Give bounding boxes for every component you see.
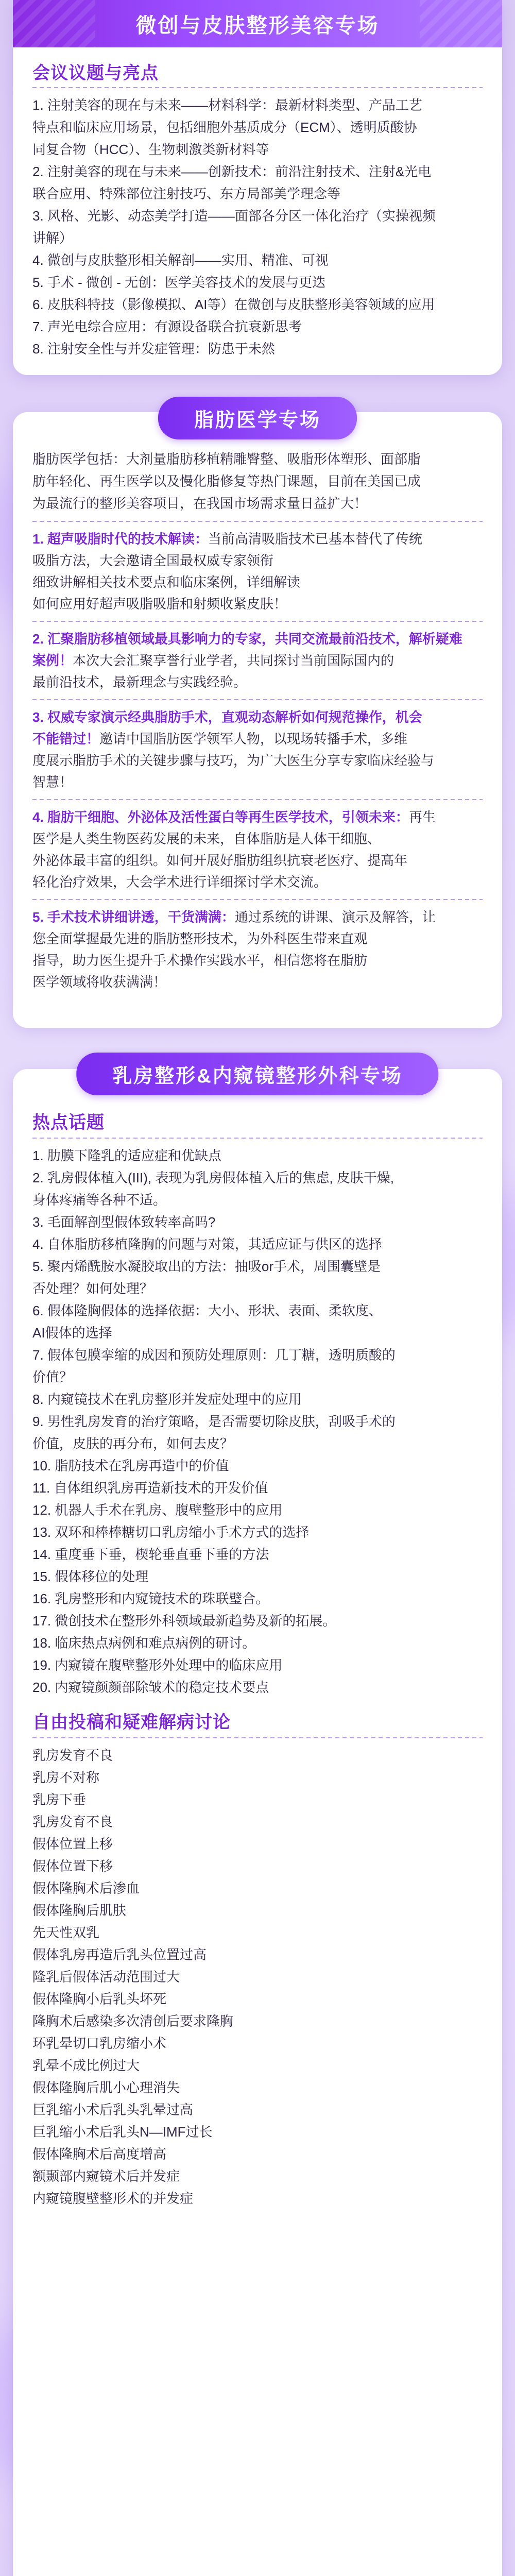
list-item: 乳晕不成比例过大 — [32, 2058, 140, 2073]
list-item: 2. 注射美容的现在与未来——创新技术：前沿注射技术、注射&光电 — [32, 164, 432, 179]
list-item: AI假体的选择 — [32, 1325, 112, 1341]
list-item: 11. 自体组织乳房再造新技术的开发价值 — [32, 1480, 268, 1496]
list-item: 隆乳后假体活动范围过大 — [32, 1969, 180, 1985]
list-item: 隆胸术后感染多次清创后要求隆胸 — [32, 2013, 234, 2029]
list-item: 假体位置下移 — [32, 1858, 113, 1874]
list-item: 7. 假体包膜挛缩的成因和预防处理原则：几丁糖，透明质酸的 — [32, 1347, 396, 1363]
hot-topics-list — [32, 1145, 483, 1699]
list-item: 先天性双乳 — [32, 1925, 100, 1940]
topic-block: 5. 手术技术讲细讲透，干货满满：通过系统的讲课、演示及解答，让 您全面掌握最先进的脂肪整形技术，为外科医生带来直观 指导，助力医生提升手术操作实践水平，相信您将在脂肪 医学领域将收获满满！ — [32, 909, 436, 990]
list-item: 13. 双环和棒棒糖切口乳房缩小手术方式的选择 — [32, 1524, 310, 1540]
list-item: 8. 内窥镜技术在乳房整形并发症处理中的应用 — [32, 1392, 302, 1407]
list-item: 17. 微创技术在整形外科领域最新趋势及新的拓展。 — [32, 1613, 336, 1629]
list-item: 假体隆胸小后乳头坏死 — [32, 1991, 167, 2007]
list-item: 4. 微创与皮肤整形相关解剖——实用、精准、可视 — [32, 252, 329, 268]
list-item: 否处理？如何处理？ — [32, 1281, 153, 1296]
list-item: 巨乳缩小术后乳头N—IMF过长 — [32, 2124, 213, 2140]
topic-block: 1. 超声吸脂时代的技术解读：当前高清吸脂技术已基本替代了传统 吸脂方法，大会邀请全国最权威专家领衔 细致讲解相关技术要点和临床案例，详细解读 如何应用好超声吸脂吸脂和射频收紧皮肤！ — [32, 531, 422, 612]
list-item: 环乳晕切口乳房缩小术 — [32, 2036, 167, 2051]
list-item: 5. 聚丙烯酰胺水凝胶取出的方法：抽吸or手术，周围囊壁是 — [32, 1259, 381, 1274]
list-item: 联合应用、特殊部位注射技巧、东方局部美学理念等 — [32, 186, 341, 201]
list-item: 8. 注射安全性与并发症管理：防患于未然 — [32, 341, 275, 357]
list-item: 假体隆胸后肌肤 — [32, 1903, 127, 1918]
list-item: 乳房不对称 — [32, 1770, 100, 1785]
list-item: 内窥镜腹壁整形术的并发症 — [32, 2191, 194, 2206]
list-item: 9. 男性乳房发育的治疗策略，是否需要切除皮肤，刮吸手术的 — [32, 1414, 396, 1429]
section-body — [13, 47, 502, 360]
section-title: 乳房整形&内窥镜整形外科专场 — [76, 1053, 438, 1095]
intro-line: 脂肪医学包括：大剂量脂肪移植精雕臀整、吸脂形体塑形、面部脂 — [32, 451, 421, 467]
free-topics-list — [32, 1744, 483, 2210]
list-item: 乳房发育不良 — [32, 1748, 113, 1763]
list-item: 假体位置上移 — [32, 1836, 113, 1852]
list-item: 巨乳缩小术后乳头乳晕过高 — [32, 2102, 194, 2117]
list-item: 假体隆胸后肌小心理消失 — [32, 2080, 180, 2095]
list-item: 2. 乳房假体植入(III), 表现为乳房假体植入后的焦虑, 皮肤干燥, — [32, 1170, 394, 1185]
section-fat-medicine — [13, 412, 502, 1028]
topic-block: 2. 汇聚脂肪移植领域最具影响力的专家，共同交流最前沿技术，解析疑难 案例！本次大会汇聚享誉行业学者，共同探讨当前国际国内的 最前沿技术，最新理念与实践经验。 — [32, 631, 462, 690]
list-item: 7. 声光电综合应用：有源设备联合抗衰新思考 — [32, 319, 302, 334]
list-item: 3. 风格、光影、动态美学打造——面部各分区一体化治疗（实操视频 — [32, 208, 436, 224]
list-item: 3. 毛面解剖型假体致转率高吗? — [32, 1214, 216, 1230]
section-header — [13, 0, 502, 47]
list-item: 1. 注射美容的现在与未来——材料科学：最新材料类型、产品工艺 — [32, 97, 422, 113]
intro-line: 为最流行的整形美容项目，在我国市场需求量日益扩大！ — [32, 496, 368, 511]
list-item: 14. 重度垂下垂，楔轮垂直垂下垂的方法 — [32, 1547, 269, 1562]
subhead-topics: 会议议题与亮点 — [32, 63, 159, 83]
list-item: 1. 肋膜下隆乳的适应症和优缺点 — [32, 1148, 221, 1163]
section-title: 脂肪医学专场 — [158, 397, 357, 439]
list-item: 价值？ — [32, 1369, 73, 1385]
topic-block: 3. 权威专家演示经典脂肪手术，直观动态解析如何规范操作，机会 不能错过！邀请中国脂肪医学领军人物，以现场转播手术，多维 度展示脂肪手术的关键步骤与技巧，为广大医生分享专家临床经验与 智慧！ — [32, 709, 435, 790]
list-item: 16. 乳房整形和内窥镜技术的珠联璧合。 — [32, 1591, 269, 1606]
list-item: 乳房下垂 — [32, 1792, 87, 1807]
section-minimally-invasive — [13, 0, 502, 375]
subhead-free-submissions: 自由投稿和疑难解病讨论 — [32, 1713, 231, 1732]
section-body — [13, 448, 502, 993]
list-item: 乳房发育不良 — [32, 1814, 113, 1829]
list-item: 价值，皮肤的再分布，如何去皮？ — [32, 1436, 234, 1451]
list-item: 10. 脂肪技术在乳房再造中的价值 — [32, 1458, 229, 1473]
section-breast-endoscopic — [13, 1065, 502, 2576]
list-item: 4. 自体脂肪移植隆胸的问题与对策，其适应证与供区的选择 — [32, 1236, 382, 1252]
list-item: 身体疼痛等各种不适。 — [32, 1192, 167, 1208]
list-item: 特点和临床应用场景，包括细胞外基质成分（ECM）、透明质酸协 — [32, 120, 417, 135]
list-item: 15. 假体移位的处理 — [32, 1569, 149, 1584]
list-item: 12. 机器人手术在乳房、腹壁整形中的应用 — [32, 1502, 283, 1518]
list-item: 6. 假体隆胸假体的选择依据：大小、形状、表面、柔软度、 — [32, 1303, 382, 1318]
list-item: 假体乳房再造后乳头位置过高 — [32, 1947, 207, 1962]
list-item: 讲解） — [32, 230, 73, 246]
section-body — [13, 1108, 502, 2210]
list-item: 20. 内窥镜颜颜部除皱术的稳定技术要点 — [32, 1680, 269, 1695]
list-item: 额颞部内窥镜术后并发症 — [32, 2168, 180, 2184]
topic-block: 4. 脂肪干细胞、外泌体及活性蛋白等再生医学技术，引领未来：再生 医学是人类生物医药发展的未来，自体脂肪是人体干细胞、 外泌体最丰富的组织。如何开展好脂肪组织抗衰老医疗、提高年 轻化治疗效果，大会学术进行详细探讨学术交流。 — [32, 809, 436, 890]
list-item: 假体隆胸术后高度增高 — [32, 2146, 167, 2162]
intro-line: 肪年轻化、再生医学以及慢化脂修复等热门课题，目前在美国已成 — [32, 473, 421, 489]
section-title: 微创与皮肤整形美容专场 — [135, 14, 380, 37]
list-item: 6. 皮肤科特技（影像模拟、AI等）在微创与皮肤整形美容领域的应用 — [32, 297, 435, 312]
list-item: 5. 手术 - 微创 - 无创：医学美容技术的发展与更迭 — [32, 275, 326, 290]
list-item: 19. 内窥镜在腹壁整形外处理中的临床应用 — [32, 1657, 283, 1673]
list-item: 假体隆胸术后渗血 — [32, 1880, 140, 1896]
subhead-hot-topics: 热点话题 — [32, 1113, 105, 1132]
list-item: 18. 临床热点病例和难点病例的研讨。 — [32, 1635, 256, 1651]
list-item: 同复合物（HCC）、生物刺激类新材料等 — [32, 142, 269, 157]
